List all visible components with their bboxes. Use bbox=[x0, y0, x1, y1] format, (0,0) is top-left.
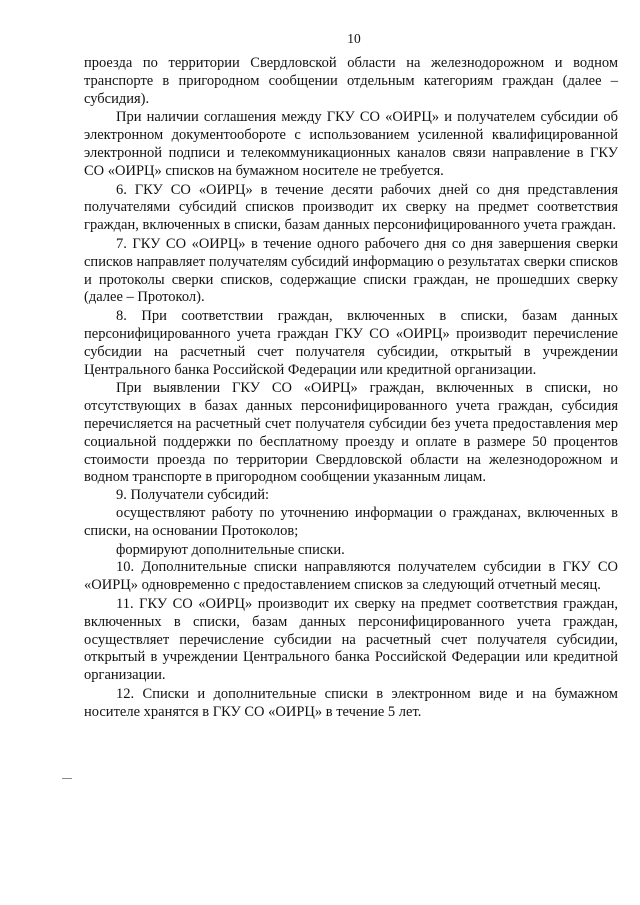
paragraph-item-12: 12. Списки и дополнительные списки в электронном виде и на бумажном носителе хранятся в ГКУ СО «ОИРЦ» в течение 5 лет. bbox=[84, 685, 618, 720]
paragraph-item-6: 6. ГКУ СО «ОИРЦ» в течение десяти рабочих дней со дня представления получателями субсидий списков производит их сверку на предмет соответствия граждан, включенных в списки, базам данных персонифицированного учета граждан. bbox=[84, 181, 618, 234]
paragraph-continuation: проезда по территории Свердловской области на железнодорожном и водном транспорте в пригородном сообщении отдельным категориям граждан (далее – субсидия). bbox=[84, 55, 618, 107]
paragraph-item-7: 7. ГКУ СО «ОИРЦ» в течение одного рабочего дня со дня завершения сверки списков направляет получателям субсидий информацию о результатах сверки списков и протоколы сверки списков, содержащие списки граждан, не прошедших сверку (далее – Протокол). bbox=[84, 235, 618, 306]
paragraph-item-9-clarify: осуществляют работу по уточнению информации о гражданах, включенных в списки, на основании Протоколов; bbox=[84, 504, 618, 539]
paragraph-item-11: 11. ГКУ СО «ОИРЦ» производит их сверку на предмет соответствия граждан, включенных в списки, базам данных персонифицированного учета граждан, осуществляет перечисление субсидии на расчетный счет получателя субсидии, открытый в учреждении Центрального банка Российской Федерации или кредитной организации. bbox=[84, 595, 618, 684]
paragraph-agreement: При наличии соглашения между ГКУ СО «ОИРЦ» и получателем субсидии об электронном документообороте с использованием усиленной квалифицированной электронной подписи и телекоммуникационных каналов связи направление в ГКУ СО «ОИРЦ» списков на бумажном носителе не требуется. bbox=[84, 109, 618, 179]
paragraph-item-10: 10. Дополнительные списки направляются получателем субсидии в ГКУ СО «ОИРЦ» одновременно с предоставлением списков за следующий отчетный месяц. bbox=[84, 559, 618, 594]
paragraph-item-9: 9. Получатели субсидий: bbox=[116, 487, 270, 504]
paragraph-item-9-form: формируют дополнительные списки. bbox=[116, 541, 345, 558]
margin-mark bbox=[62, 778, 72, 779]
document-body bbox=[84, 55, 618, 721]
paragraph-item-8-detection: При выявлении ГКУ СО «ОИРЦ» граждан, включенных в списки, но отсутствующих в базах данных персонифицированного учета граждан, субсидия перечисляется на расчетный счет получателя субсидии без учета предоставления мер социальной поддержки по бесплатному проезду и оплате в размере 50 процентов стоимости проезда по территории Свердловской области на железнодорожном и водном транспорте в пригородном сообщении указанным лицам. bbox=[84, 380, 618, 486]
page-number: 10 bbox=[347, 31, 361, 46]
paragraph-item-8: 8. При соответствии граждан, включенных в списки, базам данных персонифицированного учета граждан ГКУ СО «ОИРЦ» производит перечисление субсидии на расчетный счет получателя субсидии, открытый в учреждении Центрального банка Российской Федерации или кредитной организации. bbox=[84, 308, 618, 378]
